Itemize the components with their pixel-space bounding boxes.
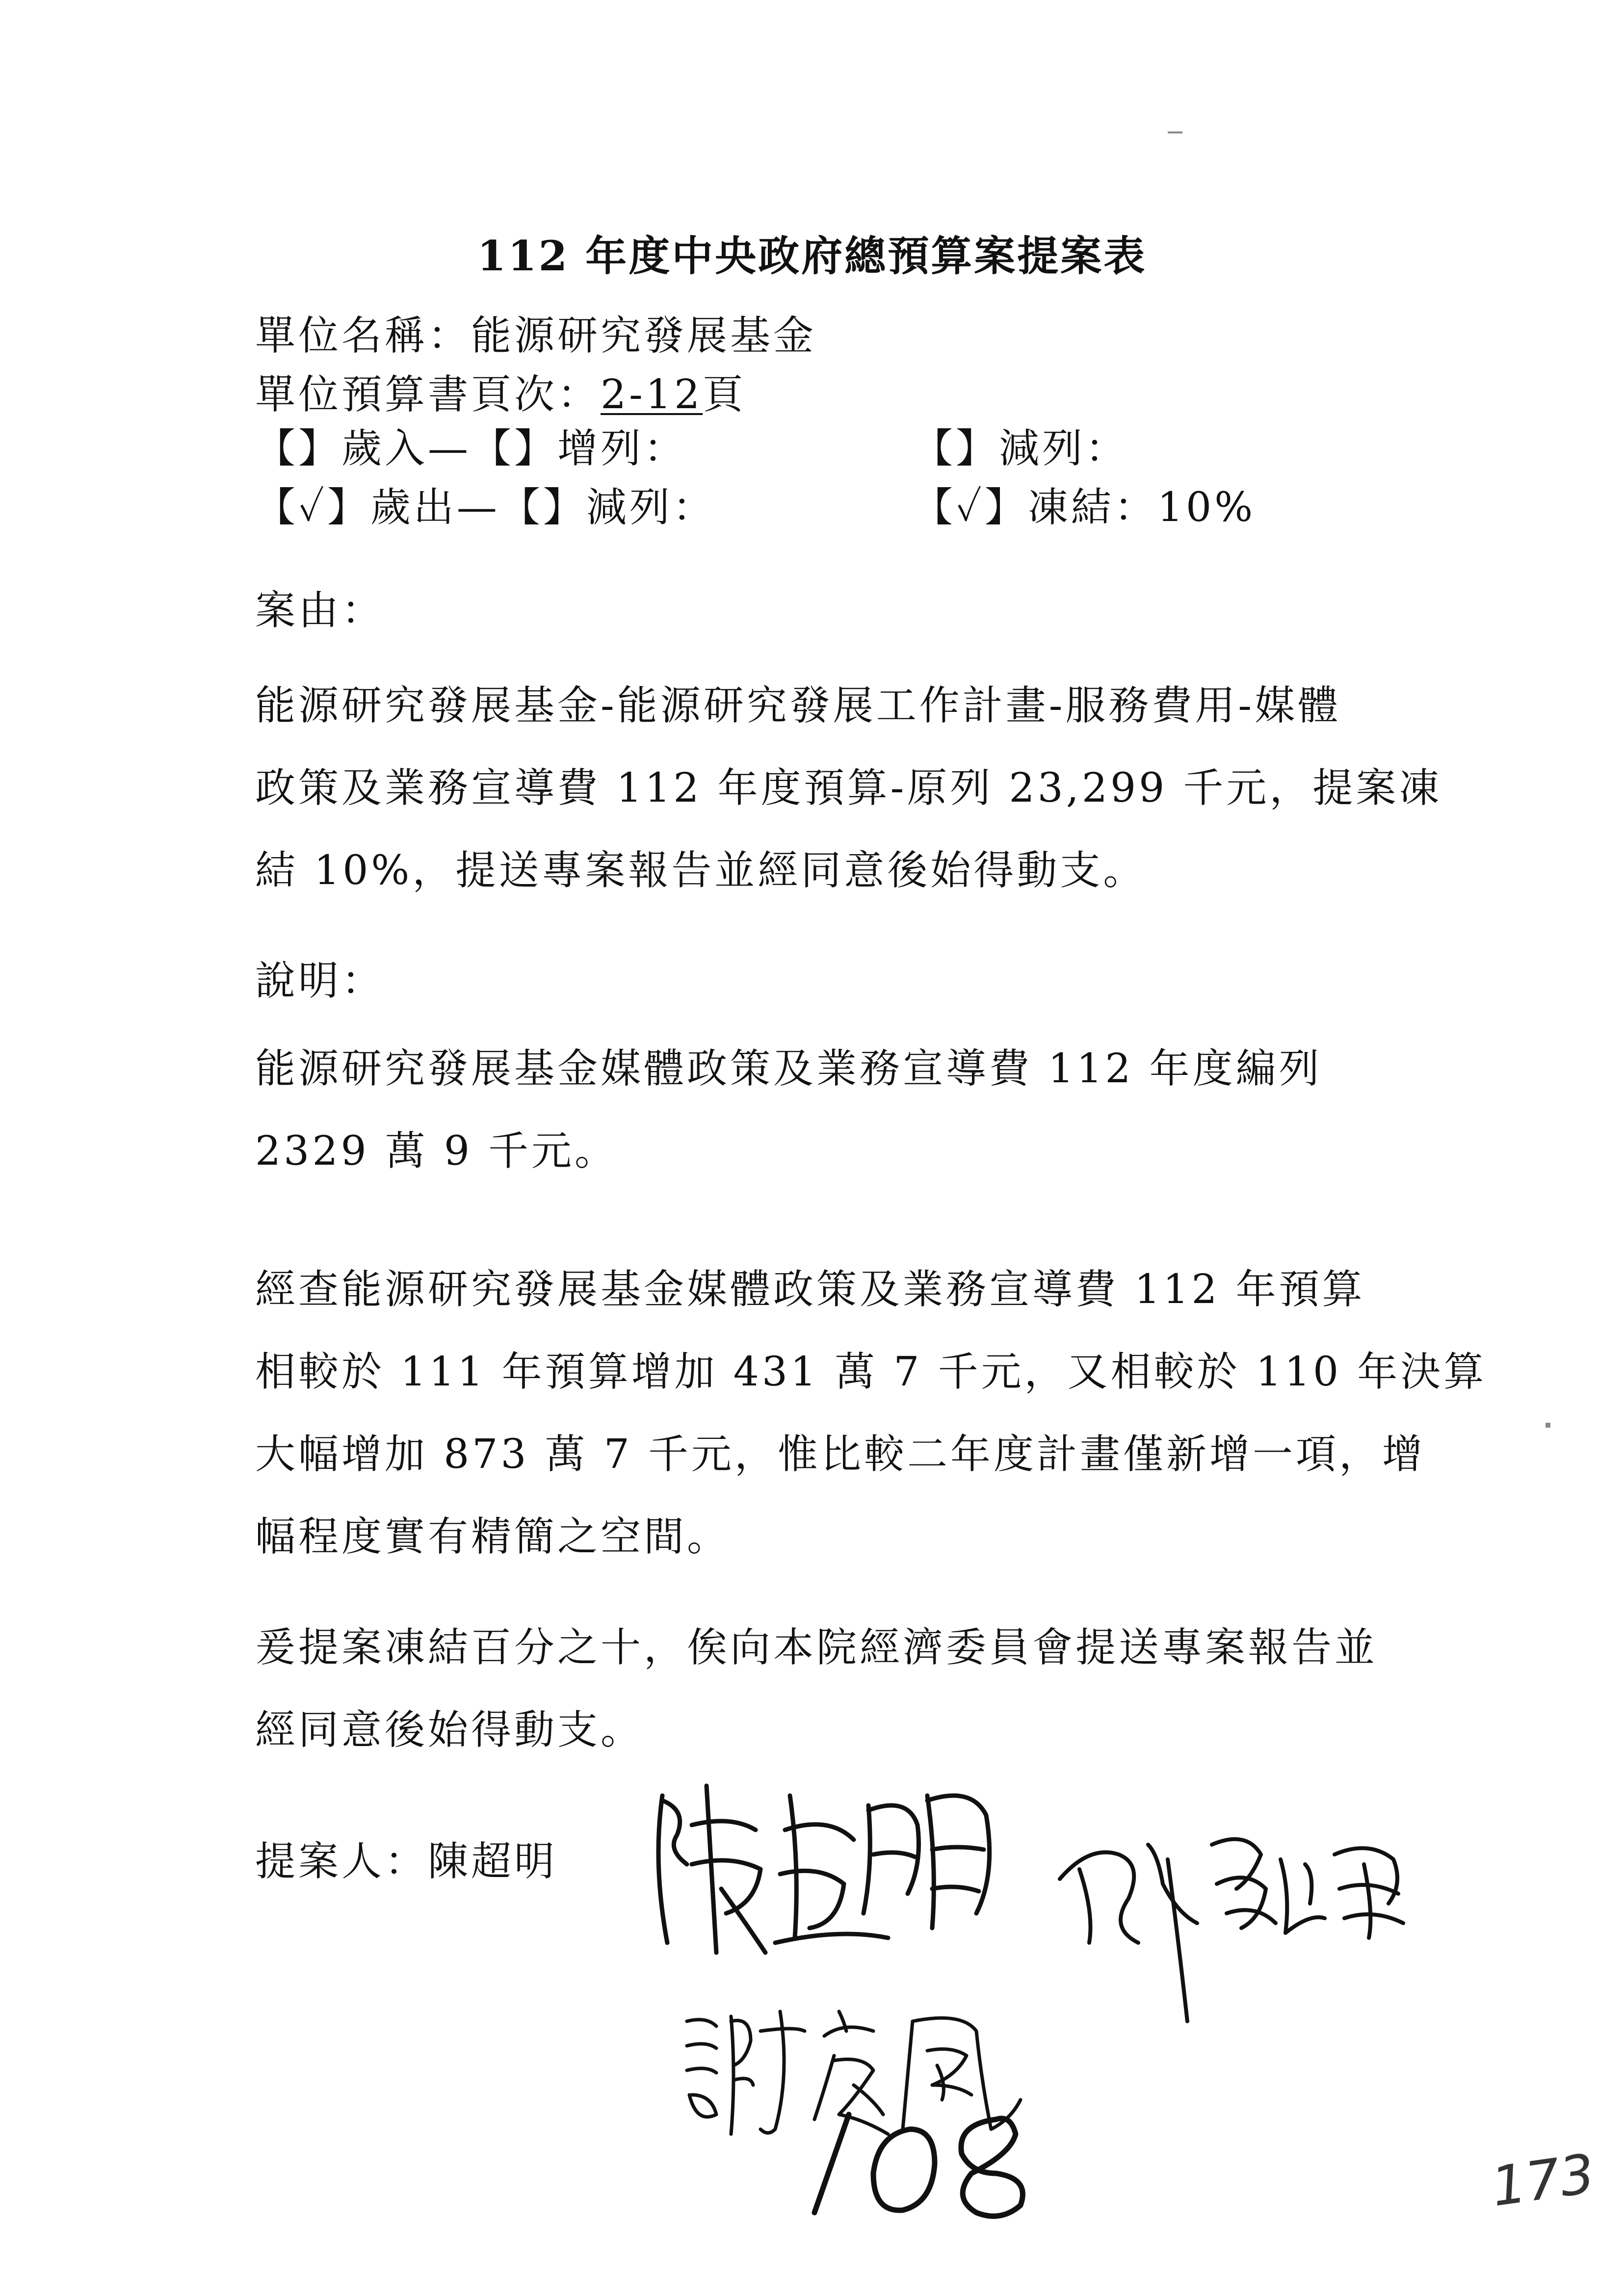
document-title: 112 年度中央政府總預算案提案表	[477, 232, 1147, 280]
page-reference-label: 單位預算書頁次：	[255, 371, 601, 418]
expense-option-right: 【✓】凍結：10%	[913, 484, 1256, 531]
expense-option-left: 【✓】歲出—【】減列：	[255, 484, 716, 531]
explanation-line: 經同意後始得動支。	[255, 1707, 644, 1753]
revenue-option-left: 【】歲入—【】增列：	[255, 425, 687, 472]
signature-chiu-yi-ying	[1050, 1815, 1423, 2051]
revenue-option-right: 【】減列：	[913, 425, 1129, 472]
scan-speck	[1545, 1423, 1550, 1428]
explanation-line: 2329 萬 9 千元。	[255, 1128, 618, 1174]
page-reference-line	[255, 370, 746, 419]
cause-line: 政策及業務宣導費 112 年度預算-原列 23,299 千元，提案凍	[255, 765, 1442, 811]
handwritten-number-108	[805, 2100, 1040, 2227]
explanation-line: 幅程度實有精簡之空間。	[255, 1513, 731, 1560]
page-reference-suffix: 頁	[703, 371, 746, 418]
explanation-line: 爰提案凍結百分之十，俟向本院經濟委員會提送專案報告並	[255, 1624, 1378, 1671]
signature-chen-chao-ming	[633, 1766, 1025, 1972]
explanation-heading: 說明：	[255, 958, 385, 1004]
scan-speck	[1168, 131, 1182, 133]
proposer-label: 提案人：陳超明	[255, 1838, 558, 1885]
explanation-paragraph-3	[255, 1607, 1398, 1772]
cause-line: 能源研究發展基金-能源研究發展工作計畫-服務費用-媒體	[255, 682, 1341, 729]
explanation-line: 大幅增加 873 萬 7 千元，惟比較二年度計畫僅新增一項，增	[255, 1431, 1425, 1478]
cause-paragraph	[255, 665, 1442, 912]
cause-heading: 案由：	[255, 587, 385, 634]
cause-line: 結 10%，提送專案報告並經同意後始得動支。	[255, 847, 1147, 894]
explanation-line: 能源研究發展基金媒體政策及業務宣導費 112 年度編列	[255, 1045, 1322, 1092]
unit-name-line: 單位名稱：能源研究發展基金	[255, 313, 817, 359]
explanation-line: 相較於 111 年預算增加 431 萬 7 千元，又相較於 110 年決算	[255, 1349, 1487, 1395]
explanation-paragraph-1	[255, 1028, 1398, 1193]
explanation-line: 經查能源研究發展基金媒體政策及業務宣導費 112 年預算	[255, 1266, 1365, 1313]
page-number: 173	[1488, 2142, 1598, 2218]
explanation-paragraph-2	[255, 1249, 1487, 1578]
page-reference-value: 2-12	[601, 371, 703, 418]
